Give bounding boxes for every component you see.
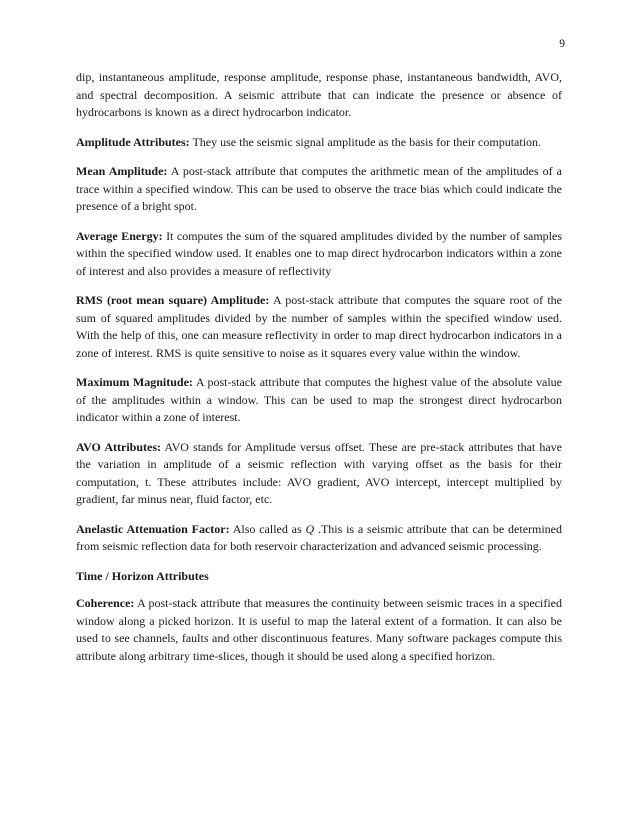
rms-amplitude-paragraph (76, 292, 562, 362)
anelastic-attenuation-heading: Anelastic Attenuation Factor: (76, 521, 230, 536)
maximum-magnitude-paragraph (76, 374, 562, 427)
rms-amplitude-text: A post-stack attribute that computes the square root of the sum of squared amplitudes divided by the number of samples within the specified window used. With the help of this, one can measure reflectivity in order to map direct hydrocarbon indicators in a zone of interest. RMS is quite sensitive to noise as it squares every value within the window. (76, 293, 562, 360)
amplitude-attributes-text: They use the seismic signal amplitude as the basis for their computation. (189, 134, 542, 149)
avo-attributes-heading: AVO Attributes: (76, 439, 161, 454)
maximum-magnitude-text: A post-stack attribute that computes the highest value of the absolute value of the amplitudes within a window. This can be used to map the strongest direct hydrocarbon indicator within a zone of interest. (76, 375, 563, 424)
coherence-text: A post-stack attribute that measures the continuity between seismic traces in a specified window along a picked horizon. It is useful to map the lateral extent of a formation. It can also be used to see channels, faults and other discontinuous features. Many software packages compute this attribute along arbitrary time-slices, though it should be used along a specified horizon. (76, 596, 562, 663)
amplitude-attributes-paragraph (76, 134, 562, 152)
average-energy-heading: Average Energy: (76, 228, 163, 243)
maximum-magnitude-heading: Maximum Magnitude: (76, 375, 193, 389)
mean-amplitude-paragraph (76, 163, 562, 216)
mean-amplitude-heading: Mean Amplitude: (76, 164, 168, 178)
anelastic-attenuation-paragraph (76, 521, 562, 556)
anelastic-text-after: .This is a seismic attribute that can be determined from seismic reflection data for both reservoir characterization and advanced seismic processing. (76, 521, 563, 553)
anelastic-text-before: Also called as (229, 521, 306, 536)
coherence-heading: Coherence: (76, 596, 135, 610)
q-symbol: Q (305, 521, 315, 536)
mean-amplitude-text: A post-stack attribute that computes the arithmetic mean of the amplitudes of a trace within a specified window. This can be used to observe the trace bias which could indicate the presence of a bright spot. (76, 164, 562, 213)
intro-paragraph: dip, instantaneous amplitude, response amplitude, response phase, instantaneous bandwidth, AVO, and spectral decomposition. A seismic attribute that can indicate the presence or absence of hydrocarbons is known as a direct hydrocarbon indicator. (76, 70, 562, 119)
page-content (76, 69, 562, 677)
avo-attributes-paragraph (76, 439, 562, 509)
average-energy-text: It computes the sum of the squared amplitudes divided by the number of samples within the specified window used. It enables one to map direct hydrocarbon indicators within a zone of interest and also provides a measure of reflectivity (76, 228, 562, 278)
time-horizon-section-heading: Time / Horizon Attributes (76, 568, 209, 583)
amplitude-attributes-heading: Amplitude Attributes: (76, 134, 190, 149)
avo-attributes-text: AVO stands for Amplitude versus offset. These are pre-stack attributes that have the variation in amplitude of a seismic reflection with varying offset as the basis for their computation, t. These attributes include: AVO gradient, AVO intercept, intercept multiplied by gradient, far minus near, fluid factor, etc. (76, 439, 563, 506)
page-number: 9 (559, 38, 565, 50)
coherence-paragraph (76, 595, 562, 665)
rms-amplitude-heading: RMS (root mean square) Amplitude: (76, 293, 270, 307)
average-energy-paragraph (76, 228, 562, 281)
